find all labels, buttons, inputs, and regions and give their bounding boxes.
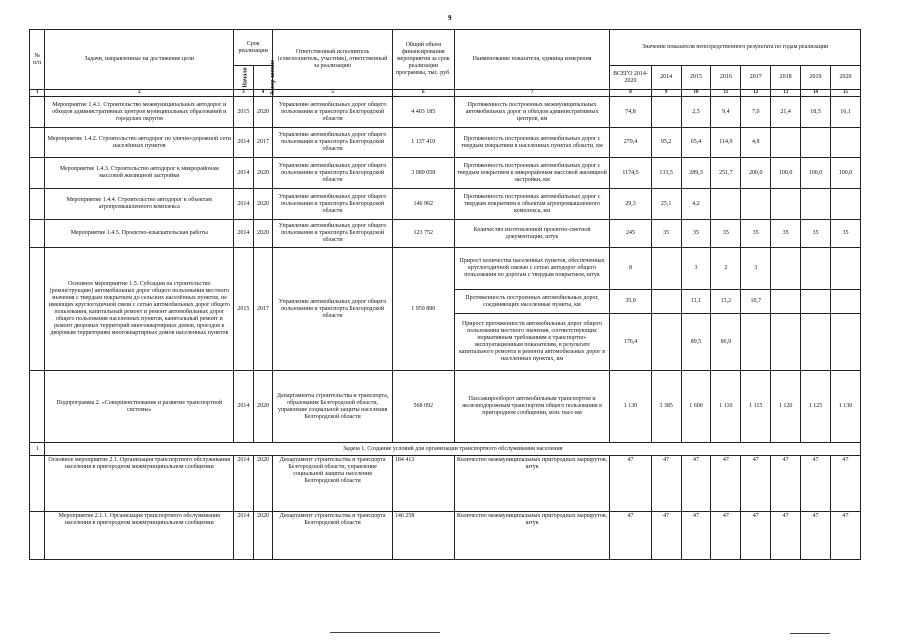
value-cell: 11,1: [681, 290, 711, 314]
value-cell: 100,0: [771, 158, 801, 189]
value-cell: 114,0: [711, 128, 741, 158]
value-cell: 176,4: [610, 314, 651, 371]
value-cell: 10,7: [741, 290, 771, 314]
header-year: 2020: [830, 66, 860, 90]
task-cell: Мероприятие 2.1.1. Организация транспортного обслуживания населения в пригородном межмуниципальном сообщении: [45, 512, 234, 560]
column-number: 15: [830, 90, 860, 97]
executor-cell: Департамент строительства и транспорта Белгородской области: [273, 512, 393, 560]
column-number: 9: [651, 90, 681, 97]
column-number-row: [30, 90, 861, 97]
value-cell: 35: [651, 220, 681, 248]
executor-cell: Управление автомобильных дорог общего пользования и транспорта Белгородской области: [273, 97, 393, 128]
value-cell: 47: [801, 456, 831, 512]
value-cell: 35: [741, 220, 771, 248]
column-number: 2: [45, 90, 234, 97]
value-cell: 74,8: [610, 97, 651, 128]
start-year: 2015: [234, 97, 254, 128]
value-cell: [801, 314, 831, 371]
value-cell: 65,4: [681, 128, 711, 158]
funding-cell: 123 752: [392, 220, 454, 248]
start-year: 2014: [234, 128, 254, 158]
value-cell: [651, 314, 681, 371]
value-cell: 35: [681, 220, 711, 248]
subprogram-row: [30, 371, 861, 443]
column-number: 7: [454, 90, 610, 97]
value-cell: 16,1: [830, 97, 860, 128]
footer-rule: [330, 632, 440, 633]
executor-cell: Управление автомобильных дорог общего пользования и транспорта Белгородской области: [273, 220, 393, 248]
value-cell: 47: [830, 456, 860, 512]
task-cell: Мероприятие 1.4.4. Строительство автодорог к объектам агропромышленного комплекса: [45, 189, 234, 220]
start-year: 2014: [234, 189, 254, 220]
value-cell: 25,1: [651, 189, 681, 220]
value-cell: [830, 314, 860, 371]
value-cell: 1174,5: [610, 158, 651, 189]
value-cell: 245: [610, 220, 651, 248]
funding-cell: 146 962: [392, 189, 454, 220]
executor-cell: Управление автомобильных дорог общего пользования и транспорта Белгородской области: [273, 158, 393, 189]
section-row: [30, 443, 861, 456]
value-cell: 29,3: [610, 189, 651, 220]
section-number: 1: [30, 443, 45, 456]
header-year: 2018: [771, 66, 801, 90]
value-cell: 86,9: [711, 314, 741, 371]
header-executor: Ответственный исполнитель (соисполнитель, участник), ответственный за реализацию: [273, 30, 393, 90]
value-cell: 2: [711, 248, 741, 290]
start-year: 2014: [234, 456, 254, 512]
header-indicator: Наименование показателя, единица измерения: [454, 30, 610, 90]
value-cell: 1 600: [681, 371, 711, 443]
value-cell: 1 125: [801, 371, 831, 443]
end-year: 2017: [253, 128, 273, 158]
value-cell: 3: [681, 248, 711, 290]
task-cell: Мероприятие 1.4.1. Строительство межмуниципальных автодорог и обходов административных центров муниципальных образований и городских округов: [45, 97, 234, 128]
table-row: [30, 189, 861, 220]
indicator-cell: Протяженность построенных автомобильных дорог, соединяющих населенные пункты, км: [454, 290, 610, 314]
value-cell: 47: [741, 512, 771, 560]
column-number: 3: [234, 90, 254, 97]
task-cell: Основное мероприятие 2.1. Организация транспортного обслуживания населения в пригородном межмуниципальном сообщении: [45, 456, 234, 512]
value-cell: 4,2: [681, 189, 711, 220]
value-cell: 100,0: [801, 158, 831, 189]
value-cell: 200,0: [741, 158, 771, 189]
value-cell: 47: [651, 512, 681, 560]
executor-cell: Управление автомобильных дорог общего пользования и транспорта Белгородской области: [273, 248, 393, 371]
header-tasks: Задачи, направленные на достижение цели: [45, 30, 234, 90]
value-cell: 47: [681, 512, 711, 560]
value-cell: 18,5: [801, 97, 831, 128]
column-number: 5: [273, 90, 393, 97]
value-cell: [830, 248, 860, 290]
value-cell: [801, 128, 831, 158]
value-cell: [651, 290, 681, 314]
value-cell: 279,4: [610, 128, 651, 158]
funding-cell: 3 089 058: [392, 158, 454, 189]
value-cell: 47: [771, 512, 801, 560]
value-cell: 35: [711, 220, 741, 248]
value-cell: [651, 248, 681, 290]
table-row: [30, 97, 861, 128]
table-row: [30, 220, 861, 248]
value-cell: [771, 290, 801, 314]
column-number: 13: [771, 90, 801, 97]
end-year: 2020: [253, 220, 273, 248]
funding-cell: 184 413: [392, 456, 454, 512]
task-cell: Мероприятие 1.4.3. Строительство автодорог к микрорайонам массовой жилищной застройки: [45, 158, 234, 189]
indicator-cell: Количество межмуниципальных пригородных маршрутов, штук: [454, 456, 610, 512]
value-cell: 35: [801, 220, 831, 248]
column-number: 1: [30, 90, 45, 97]
task-cell: Мероприятие 1.4.5. Проектно-изыскательская работы: [45, 220, 234, 248]
indicator-cell: Прирост протяженности автомобильных дорог общего пользования местного значения, соответствующих нормативным требованиям к транспортно-эксплуатационным показателям, в результате капитального ремонта и ремонта автомобильных дорог в населенных пунктах, км: [454, 314, 610, 371]
value-cell: [771, 128, 801, 158]
value-cell: 35: [771, 220, 801, 248]
header-values-title: Значение показателя непосредственного результата по годам реализации: [610, 30, 861, 66]
executor-cell: Управление автомобильных дорог общего пользования и транспорта Белгородской области: [273, 128, 393, 158]
value-cell: 1 120: [771, 371, 801, 443]
table-row: [30, 128, 861, 158]
value-cell: [801, 189, 831, 220]
indicator-cell: Протяженность построенных автомобильных дорог с твердым покрытием к объектам агропромышленного комплекса, км: [454, 189, 610, 220]
header-year: 2017: [741, 66, 771, 90]
column-number: 12: [741, 90, 771, 97]
header-term: Срок реализации: [234, 30, 273, 66]
indicator-cell: Протяженность построенных автомобильных дорог с твердым покрытием к микрорайонам массовой жилищной застройки, км: [454, 158, 610, 189]
column-number: 11: [711, 90, 741, 97]
header-year: 2019: [801, 66, 831, 90]
header-year: 2015: [681, 66, 711, 90]
value-cell: 8: [610, 248, 651, 290]
funding-cell: 568 092: [392, 371, 454, 443]
value-cell: 95,2: [651, 128, 681, 158]
value-cell: 100,0: [830, 158, 860, 189]
header-num: № п/п: [30, 30, 45, 90]
table-row: [30, 456, 861, 512]
end-year: 2020: [253, 456, 273, 512]
executor-cell: Управление автомобильных дорог общего пользования и транспорта Белгородской области: [273, 189, 393, 220]
header-year: 2014: [651, 66, 681, 90]
end-year: 2020: [253, 97, 273, 128]
value-cell: 35,0: [610, 290, 651, 314]
start-year: 2015: [234, 248, 254, 371]
indicator-cell: Количество межмуниципальных пригородных маршрутов, штук: [454, 512, 610, 560]
value-cell: 47: [681, 456, 711, 512]
funding-cell: 1 137 410: [392, 128, 454, 158]
column-number: 4: [253, 90, 273, 97]
value-cell: [830, 189, 860, 220]
value-cell: 1 130: [830, 371, 860, 443]
section-title: Задача 1. Создание условий для организации транспортного обслуживания населения: [45, 443, 861, 456]
value-cell: [801, 248, 831, 290]
table-row: [30, 248, 861, 290]
value-cell: [771, 189, 801, 220]
end-year: 2020: [253, 158, 273, 189]
value-cell: 47: [610, 512, 651, 560]
value-cell: 47: [610, 456, 651, 512]
value-cell: [771, 248, 801, 290]
end-year: 2020: [253, 512, 273, 560]
value-cell: [651, 97, 681, 128]
value-cell: 13,2: [711, 290, 741, 314]
value-cell: [801, 290, 831, 314]
column-number: 10: [681, 90, 711, 97]
indicator-cell: Прирост количества населенных пунктов, обеспеченных круглогодичной связью с сетью автодорог общего пользования по дорогам с твердым покрытием, штук: [454, 248, 610, 290]
header-funding: Общий объем финансирования мероприятия за срок реализации программы, тыс. руб.: [392, 30, 454, 90]
table-row: [30, 158, 861, 189]
column-number: 6: [392, 90, 454, 97]
value-cell: 47: [711, 456, 741, 512]
value-cell: 1 130: [610, 371, 651, 443]
start-year: 2014: [234, 158, 254, 189]
value-cell: 1 115: [741, 371, 771, 443]
column-number: 14: [801, 90, 831, 97]
value-cell: 47: [830, 512, 860, 560]
value-cell: 47: [801, 512, 831, 560]
header-end: Завер-шение: [253, 66, 273, 90]
value-cell: 2,5: [681, 97, 711, 128]
executor-cell: Департаменты строительства и транспорта, образования Белгородской области, управление социальной защиты населения Белгородской области: [273, 371, 393, 443]
value-cell: [741, 314, 771, 371]
indicator-cell: Количество изготовленной проектно-сметной документации, штук: [454, 220, 610, 248]
page-number: 9: [448, 14, 452, 22]
value-cell: 133,5: [651, 158, 681, 189]
indicator-cell: Пассажирооборот автомобильным транспортом и железнодорожным транспортом общего пользования в пригородном сообщении, млн. пасс-км: [454, 371, 610, 443]
value-cell: [741, 189, 771, 220]
end-year: 2020: [253, 189, 273, 220]
indicator-cell: Протяженность построенных автомобильных дорог с твердым покрытием в населенных пунктах области, км: [454, 128, 610, 158]
value-cell: 3 385: [651, 371, 681, 443]
task-cell: Мероприятие 1.4.2. Строительство автодорог по улично-дорожной сети населённых пунктов: [45, 128, 234, 158]
value-cell: 35: [830, 220, 860, 248]
value-cell: [830, 290, 860, 314]
value-cell: 47: [771, 456, 801, 512]
funding-cell: 4 403 185: [392, 97, 454, 128]
header-year-total: ВСЕГО 2014-2020: [610, 66, 651, 90]
start-year: 2014: [234, 371, 254, 443]
end-year: 2017: [253, 248, 273, 371]
program-table: [29, 29, 861, 560]
header-start: Начало: [234, 66, 254, 90]
value-cell: [830, 128, 860, 158]
value-cell: 47: [711, 512, 741, 560]
executor-cell: Департамент строительства и транспорта Белгородской области, управление социальной защиты населения Белгородской области: [273, 456, 393, 512]
value-cell: 89,5: [681, 314, 711, 371]
value-cell: 3: [741, 248, 771, 290]
value-cell: 289,3: [681, 158, 711, 189]
funding-cell: 1 959 890: [392, 248, 454, 371]
subprogram-title: Подпрограмма 2. «Совершенствование и развитие транспортной системы»: [45, 371, 234, 443]
value-cell: 47: [651, 456, 681, 512]
table-row: [30, 512, 861, 560]
value-cell: 7,0: [741, 97, 771, 128]
value-cell: 251,7: [711, 158, 741, 189]
value-cell: [771, 314, 801, 371]
indicator-cell: Протяженность построенных межмуниципальных автомобильных дорог и обходов административных центров, км: [454, 97, 610, 128]
start-year: 2014: [234, 220, 254, 248]
value-cell: 1 110: [711, 371, 741, 443]
end-year: 2020: [253, 371, 273, 443]
value-cell: [711, 189, 741, 220]
column-number: 8: [610, 90, 651, 97]
header-year: 2016: [711, 66, 741, 90]
value-cell: 4,8: [741, 128, 771, 158]
start-year: 2014: [234, 512, 254, 560]
task-cell: Основное мероприятие 1.5. Субсидии на строительство (реконструкцию) автомобильных дорог общего пользования местного значения с твердым покрытием до сельских населённых пунктов, не имеющих круглогодичной связи с сетью автомобильных дорог общего пользования, капитальный ремонт и ремонт автомобильных дорог общего пользования населенных пунктов, капитальный ремонт и ремонт дворовых территорий многоквартирных домов, проездов к дворовым территориям многоквартирных домов населенных пунктов: [45, 248, 234, 371]
value-cell: 47: [741, 456, 771, 512]
funding-cell: 146 258: [392, 512, 454, 560]
value-cell: 9,4: [711, 97, 741, 128]
footer-rule: [790, 633, 830, 634]
value-cell: 21,4: [771, 97, 801, 128]
